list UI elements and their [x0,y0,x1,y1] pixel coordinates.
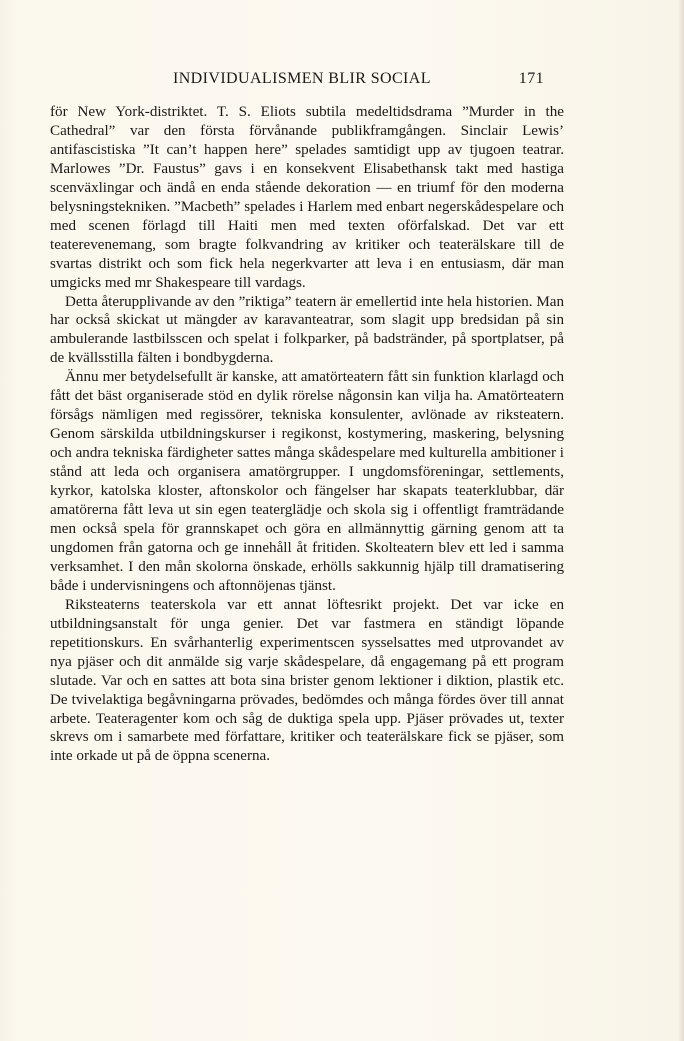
paragraph-3: Ännu mer betydelsefullt är kanske, att amatörteatern fått sin funktion klarlagd och fått det bäst organiserade stöd en dylik rörelse någonsin kan vilja ha. Amatörteatern försågs nämligen med regissörer, tekniska konsulenter, avlönade av riksteatern. Genom särskilda utbildningskurser i regikonst, kostymering, maskering, belysning och andra tekniska färdigheter sattes många skådespelare med kulturella ambitioner i stånd att leda och organisera amatörgrupper. I ungdomsföreningar, settlements, kyrkor, katolska kloster, aftonskolor och fängelser har skapats teaterklubbar, där amatörerna fått leva ut sin egen teaterglädje och skola sig i offentligt framträdande men också spela för grannskapet och göra en allmännyttig gärning genom att ta ungdomen från gatorna och ge innehåll åt fritiden. Skolteatern blev ett led i samma verksamhet. I den mån skolorna önskade, erhölls sakkunnig hjälp till dramatisering både i undervisningens och aftonnöjenas tjänst. [50,369,564,594]
paragraph-1: för New York-distriktet. T. S. Eliots subtila medeltidsdrama ”Murder in the Cathedral” var den första förvånande publikframgången. Sinclair Lewis’ antifascistiska ”It can’t happen here” spelades samtidigt upp av tjugoen teatrar. Marlowes ”Dr. Faustus” gavs i en konsekvent Elisabethansk takt med hastiga scenväxlingar och ändå en enda stående dekoration — en triumf för den moderna belysningstekniken. ”Macbeth” spelades i Harlem med enbart negerskådespelare och med scenen förlagd till Haiti men med texten oförfalskad. Det var ett teaterevenemang, som bragte folkvandring av kritiker och teaterälskare till de svartas distrikt och som fick hela negerkvarter att leva i en entusiasm, där man umgicks med mr Shakespeare till vardags. [50,104,564,291]
running-head [50,70,544,94]
paragraph-4: Riksteaterns teaterskola var ett annat löftesrikt projekt. Det var icke en utbildningsanstalt för unga genier. Det var fastmera en ständigt löpande repetitionskurs. En svårhanterlig experimentscen sysselsattes med utprovandet av nya pjäser och dit anmälde sig varje skådespelare, då engagemang på ett program slutade. Var och en sattes att bota sina brister genom lektioner i diktion, plastik etc. De tvivelaktiga begåvningarna prövades, bedömdes och många fördes över till annat arbete. Teateragenter kom och såg de duktiga spela upp. Pjäser prövades ut, texter skrevs om i samarbete med författare, kritiker och teaterälskare fick se pjäser, som inte orkade ut på de öppna scenerna. [50,596,564,765]
running-title: INDIVIDUALISMEN BLIR SOCIAL [173,70,431,87]
page-number: 171 [518,70,544,87]
page-edge-shadow [678,0,684,1041]
paragraph-2: Detta återupplivande av den ”riktiga” teatern är emellertid inte hela historien. Man har också skickat ut mängder av karavanteatrar, som slagit upp bredsidan på sin ambulerande lastbilsscen och spelat i folkparker, på badstränder, på sportplatser, på de kvällsstilla fälten i bondbygderna. [50,293,564,367]
body-text [50,103,564,766]
